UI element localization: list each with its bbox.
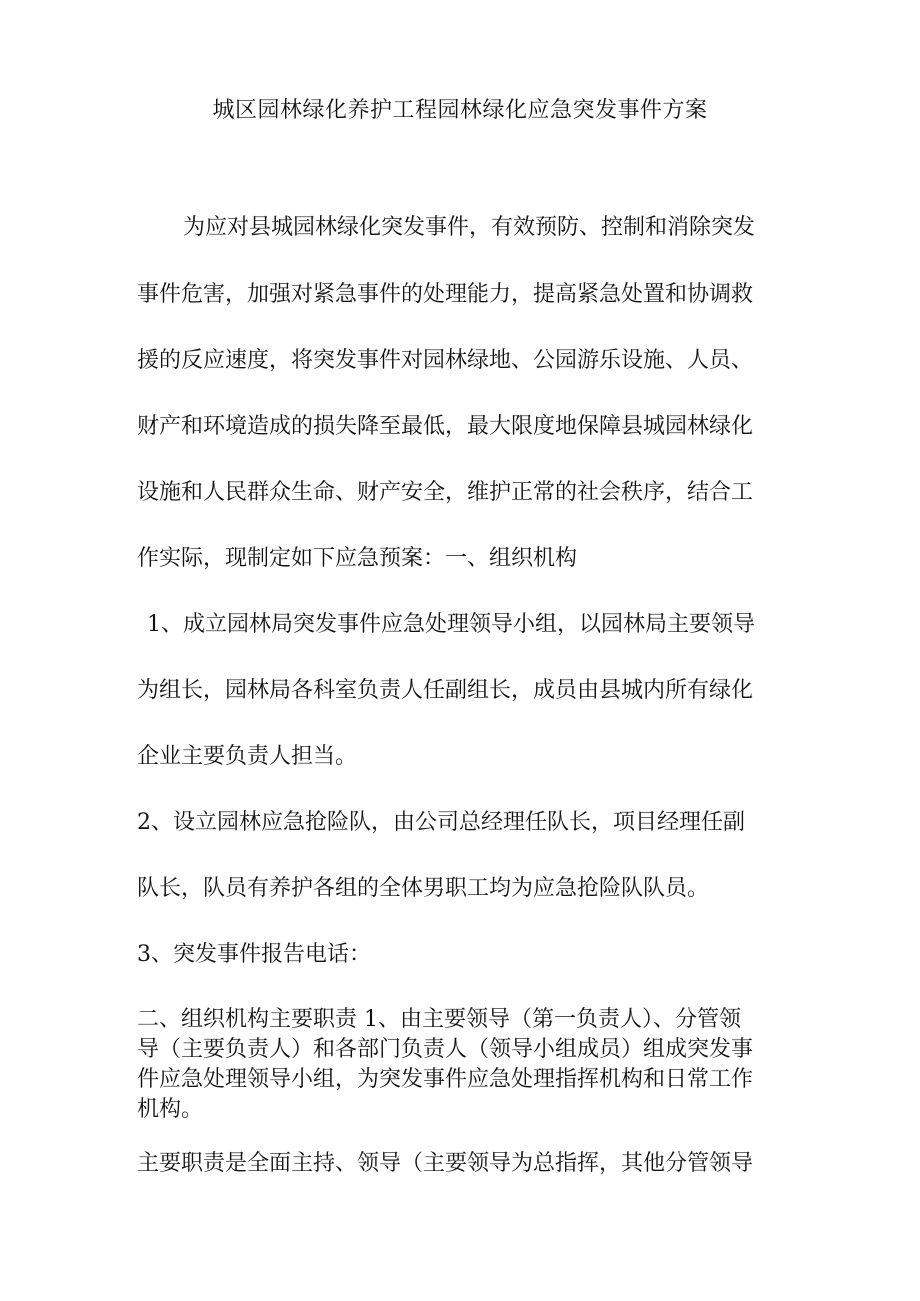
list-item-line: 为组长，园林局各科室负责人任副组长，成员由县城内所有绿化 bbox=[137, 678, 754, 703]
paragraph-line: 财产和环境造成的损失降至最低，最大限度地保障县城园林绿化 bbox=[137, 414, 754, 439]
section-line: 导（主要负责人）和各部门负责人（领导小组成员）组成突发事 bbox=[137, 1037, 754, 1062]
paragraph-line: 为应对县城园林绿化突发事件，有效预防、控制和消除突发 bbox=[183, 215, 756, 240]
list-item-line: 企业主要负责人担当。 bbox=[137, 744, 358, 769]
list-item-line: 队长，队员有养护各组的全体男职工均为应急抢险队队员。 bbox=[137, 876, 710, 901]
section-line: 件应急处理领导小组，为突发事件应急处理指挥机构和日常工作 bbox=[137, 1067, 754, 1092]
paragraph-line: 主要职责是全面主持、领导（主要领导为总指挥，其他分管领导 bbox=[137, 1151, 754, 1176]
section-line: 机构。 bbox=[137, 1097, 204, 1122]
paragraph-line: 作实际，现制定如下应急预案：一、组织机构 bbox=[137, 546, 578, 571]
paragraph-line: 设施和人民群众生命、财产安全，维护正常的社会秩序，结合工 bbox=[137, 480, 754, 505]
list-item-line: 2、设立园林应急抢险队，由公司总经理任队长，项目经理任副 bbox=[137, 810, 745, 835]
list-item-line: 3、突发事件报告电话： bbox=[137, 942, 371, 967]
section-two bbox=[137, 1005, 797, 1125]
section-line: 二、组织机构主要职责 1、由主要领导（第一负责人）、分管领 bbox=[137, 1007, 741, 1032]
paragraph-line: 事件危害，加强对紧急事件的处理能力，提高紧急处置和协调救 bbox=[137, 282, 754, 307]
list-item-line: 1、成立园林局突发事件应急处理领导小组，以园林局主要领导 bbox=[147, 612, 755, 637]
paragraph-line: 援的反应速度，将突发事件对园林绿地、公园游乐设施、人员、 bbox=[137, 348, 754, 373]
document-title: 城区园林绿化养护工程园林绿化应急突发事件方案 bbox=[212, 98, 708, 123]
